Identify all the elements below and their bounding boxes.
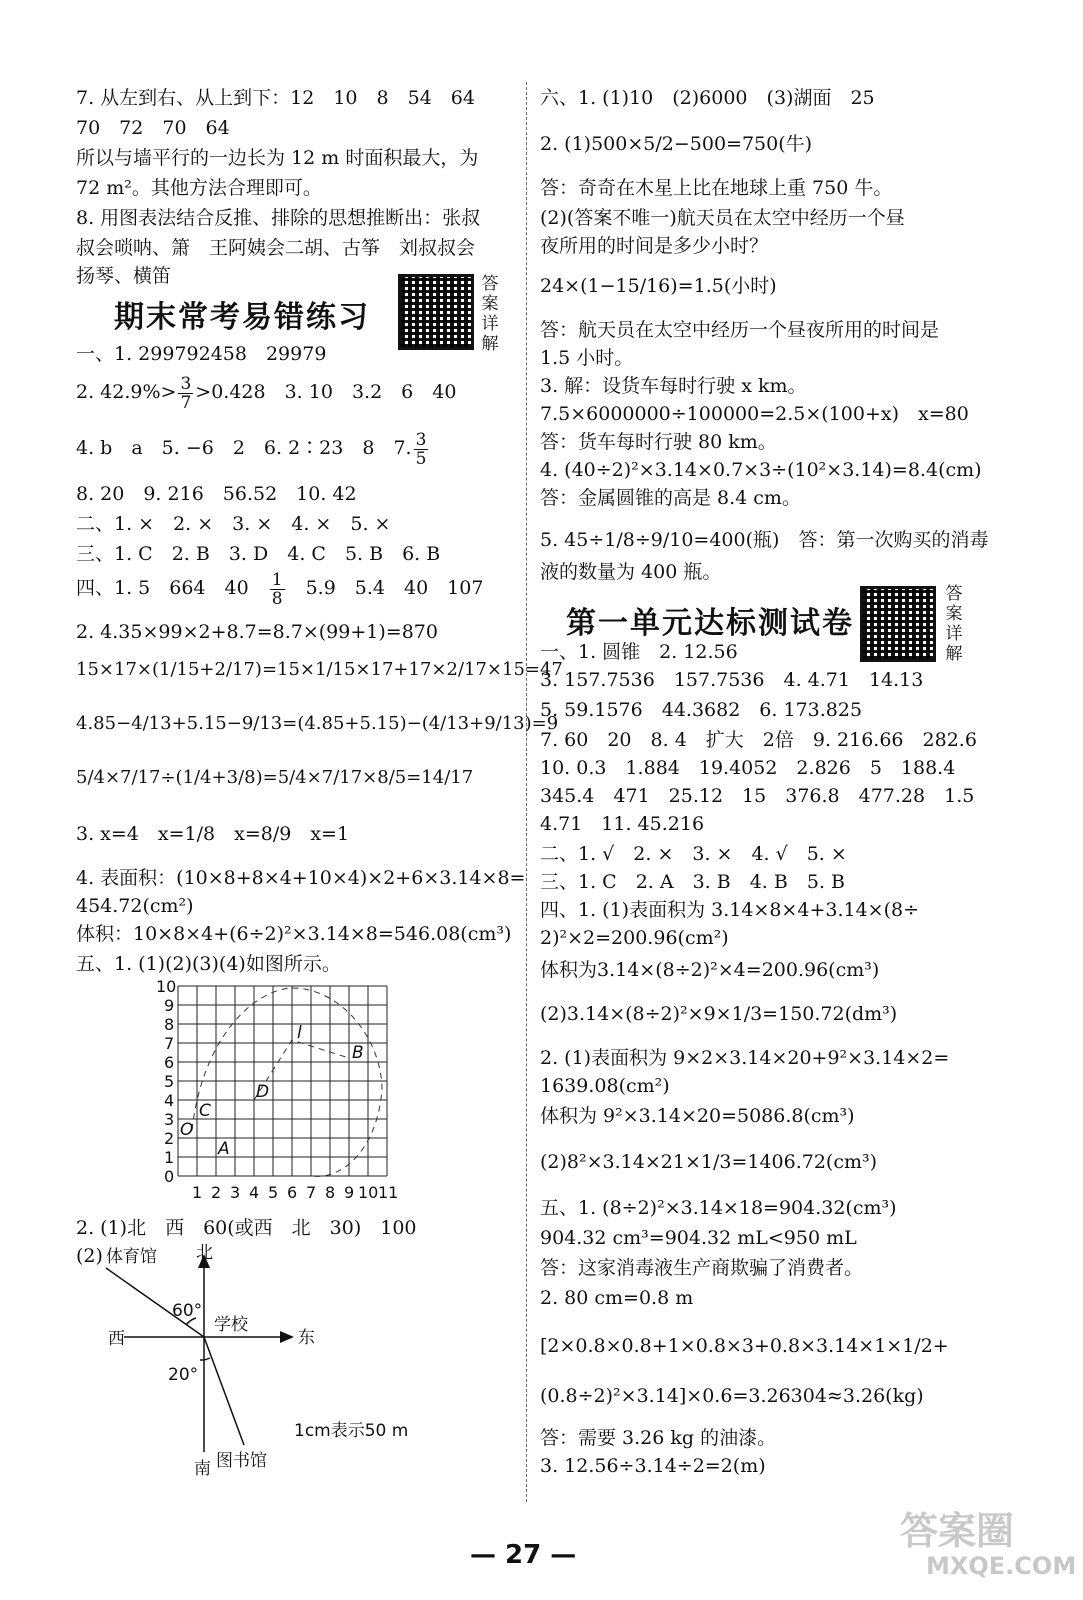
answer-line: 10. 0.3 1.884 19.4052 2.826 5 188.4 xyxy=(540,757,956,779)
answer-line: 体积为3.14×(8÷2)²×4=200.96(cm³) xyxy=(540,959,880,981)
answer-line: 2. 80 cm=0.8 m xyxy=(540,1287,694,1309)
answer-line: 答：这家消毒液生产商欺骗了消费者。 xyxy=(540,1257,864,1279)
answer-line: 2. 4.35×99×2+8.7=8.7×(99+1)=870 xyxy=(76,621,438,643)
answer-line: 答：金属圆锥的高是 8.4 cm。 xyxy=(540,487,801,509)
answer-line: 5. 59.1576 44.3682 6. 173.825 xyxy=(540,699,863,721)
answer-line: 五、1. (1)(2)(3)(4)如图所示。 xyxy=(76,953,341,975)
answer-line: 答：需要 3.26 kg 的油漆。 xyxy=(540,1427,777,1449)
answer-line: 70 72 70 64 xyxy=(76,117,230,139)
scale-label: 1cm表示50 m xyxy=(294,1421,409,1441)
answer-text: 2. 42.9%> xyxy=(76,381,177,403)
answer-line: 454.72(cm²) xyxy=(76,895,194,917)
answer-line: 液的数量为 400 瓶。 xyxy=(540,561,722,583)
answer-line: 体积：10×8×4+(6÷2)²×3.14×8=546.08(cm³) xyxy=(76,923,512,945)
answer-line xyxy=(76,372,456,412)
denominator: 7 xyxy=(180,392,192,413)
answer-line: 五、1. (8÷2)²×3.14×18=904.32(cm³) xyxy=(540,1197,897,1219)
answer-line: 5. 45÷1/8÷9/10=400(瓶) 答：第一次购买的消毒 xyxy=(540,529,989,551)
answer-line: 3. x=4 x=1/8 x=8/9 x=1 xyxy=(76,823,350,845)
answer-line: 3. 12.56÷3.14÷2=2(m) xyxy=(540,1455,766,1477)
answer-line: 2)²×2=200.96(cm²) xyxy=(540,927,729,949)
x-tick: 9 xyxy=(344,1183,355,1202)
answer-line: 夜所用的时间是多少小时？ xyxy=(540,235,769,257)
answer-line: 三、1. C 2. B 3. D 4. C 5. B 6. B xyxy=(76,543,441,565)
answer-line: (0.8÷2)²×3.14]×0.6=3.26304≈3.26(kg) xyxy=(540,1385,924,1407)
answer-line: 3. 解：设货车每时行驶 x km。 xyxy=(540,375,807,397)
y-tick: 9 xyxy=(164,996,175,1015)
answer-line: 5/4×7/17÷(1/4+3/8)=5/4×7/17×8/5=14/17 xyxy=(76,767,474,788)
answer-line: 4.85−4/13+5.15−9/13=(4.85+5.15)−(4/13+9/13)=9 xyxy=(76,713,559,734)
denominator: 5 xyxy=(415,448,427,469)
y-tick: 5 xyxy=(164,1072,175,1091)
answer-line: 答：奇奇在木星上比在地球上重 750 牛。 xyxy=(540,177,893,199)
answer-line: (2)(答案不唯一)航天员在太空中经历一个昼 xyxy=(540,207,905,229)
qr-code-icon[interactable] xyxy=(860,586,936,662)
answer-line: (2)8²×3.14×21×1/3=1406.72(cm³) xyxy=(540,1151,878,1173)
answer-line: (2)3.14×(8÷2)²×9×1/3=150.72(dm³) xyxy=(540,1003,898,1025)
answer-text: 5.9 5.4 40 107 xyxy=(305,577,484,599)
answer-line: 所以与墙平行的一边长为 12 m 时面积最大，为 xyxy=(76,147,479,169)
x-tick: 6 xyxy=(287,1183,298,1202)
y-tick: 6 xyxy=(164,1053,175,1072)
answer-text: 四、1. 5 664 40 xyxy=(76,577,249,599)
answer-line: 一、1. 圆锥 2. 12.56 xyxy=(540,641,738,663)
denominator: 8 xyxy=(271,588,283,609)
answer-line: 7. 从左到右、从上到下：12 10 8 54 64 xyxy=(76,87,475,109)
answer-line: 8. 20 9. 216 56.52 10. 42 xyxy=(76,483,357,505)
x-tick: 8 xyxy=(325,1183,336,1202)
compass-east: 东 xyxy=(298,1328,315,1348)
column-divider xyxy=(526,82,527,1502)
answer-line: 扬琴、横笛 xyxy=(76,265,172,287)
compass-south: 南 xyxy=(194,1459,211,1479)
direction-diagram xyxy=(76,1240,506,1480)
answer-line xyxy=(76,568,483,608)
grid-point-label: C xyxy=(199,1101,211,1121)
fraction xyxy=(178,375,193,412)
qr-label: 答案详解 xyxy=(481,274,499,354)
y-tick: 4 xyxy=(164,1091,175,1110)
y-tick: 10 xyxy=(156,980,177,996)
answer-line: 2. (1)北 西 60(或西 北 30) 100 xyxy=(76,1217,417,1239)
school-label: 学校 xyxy=(214,1315,248,1335)
x-tick: 7 xyxy=(306,1183,317,1202)
qr-code-icon[interactable] xyxy=(398,274,474,350)
answer-line: 二、1. √ 2. × 3. × 4. √ 5. × xyxy=(540,843,847,865)
x-tick: 4 xyxy=(249,1183,260,1202)
x-tick: 5 xyxy=(268,1183,279,1202)
y-tick: 2 xyxy=(164,1129,175,1148)
angle-label: 20° xyxy=(168,1365,199,1385)
numerator: 1 xyxy=(271,569,283,590)
grid-point-label: A xyxy=(218,1139,230,1159)
section-title: 第一单元达标测试卷 xyxy=(566,606,854,641)
answer-line: 三、1. C 2. A 3. B 4. B 5. B xyxy=(540,871,845,893)
answer-line: 15×17×(1/15+2/17)=15×1/15×17+17×2/17×15=47 xyxy=(76,659,563,680)
answer-line: (2) xyxy=(76,1245,103,1267)
coordinate-grid xyxy=(142,980,502,1210)
answer-line: 7. 60 20 8. 4 扩大 2倍 9. 216.66 282.6 xyxy=(540,729,977,751)
grid-point-label: B xyxy=(352,1043,364,1063)
answer-line: 8. 用图表法结合反推、排除的思想推断出：张叔 xyxy=(76,207,481,229)
numerator: 3 xyxy=(180,373,192,394)
grid-point-label: O xyxy=(180,1120,194,1140)
answer-line: 六、1. (1)10 (2)6000 (3)湖面 25 xyxy=(540,87,875,109)
numerator: 3 xyxy=(415,429,427,450)
grid-point-label: l xyxy=(297,1023,302,1043)
answer-line: 答：货车每时行驶 80 km。 xyxy=(540,431,777,453)
answer-line: 二、1. × 2. × 3. × 4. × 5. × xyxy=(76,513,391,535)
qr-label: 答案详解 xyxy=(945,584,963,664)
answer-line: 72 m²。其他方法合理即可。 xyxy=(76,177,322,199)
answer-line: 1.5 小时。 xyxy=(540,347,634,369)
answer-line: 345.4 471 25.12 15 376.8 477.28 1.5 xyxy=(540,785,975,807)
watermark-url: MXQE.COM xyxy=(926,1552,1077,1580)
answer-line: 一、1. 299792458 29979 xyxy=(76,343,327,365)
answer-line: 2. (1)500×5/2−500=750(牛) xyxy=(540,133,813,155)
angle-label: 60° xyxy=(172,1301,203,1321)
page-number: — 27 — xyxy=(470,1540,577,1570)
answer-line: 答：航天员在太空中经历一个昼夜所用的时间是 xyxy=(540,319,940,341)
answer-line: 体积为 9²×3.14×20=5086.8(cm³) xyxy=(540,1105,855,1127)
section-title: 期末常考易错练习 xyxy=(114,300,370,335)
answer-line: 4.71 11. 45.216 xyxy=(540,813,705,835)
watermark-logo: 答案圈 xyxy=(900,1509,1015,1553)
y-tick: 0 xyxy=(164,1167,175,1186)
fraction xyxy=(270,571,285,608)
answer-line: [2×0.8×0.8+1×0.8×3+0.8×3.14×1×1/2+ xyxy=(540,1335,949,1357)
answer-text: >0.428 3. 10 3.2 6 40 xyxy=(195,381,457,403)
x-tick: 11 xyxy=(378,1183,399,1202)
y-tick: 3 xyxy=(164,1110,175,1129)
answer-line: 24×(1−15/16)=1.5(小时) xyxy=(540,275,777,297)
answer-line xyxy=(76,428,430,468)
fraction xyxy=(414,431,429,468)
answer-line: 叔会唢呐、箫 王阿姨会二胡、古筝 刘叔叔会 xyxy=(76,237,476,259)
answer-line: 904.32 cm³=904.32 mL<950 mL xyxy=(540,1227,857,1249)
grid-point-label: D xyxy=(256,1082,270,1102)
y-tick: 8 xyxy=(164,1015,175,1034)
y-tick: 7 xyxy=(164,1034,175,1053)
compass-north: 北 xyxy=(196,1243,213,1263)
x-tick: 1 xyxy=(192,1183,203,1202)
x-tick: 2 xyxy=(211,1183,222,1202)
answer-line: 3. 157.7536 157.7536 4. 4.71 14.13 xyxy=(540,669,924,691)
answer-line: 7.5×6000000÷100000=2.5×(100+x) x=80 xyxy=(540,403,969,425)
x-tick: 3 xyxy=(230,1183,241,1202)
gym-label: 体育馆 xyxy=(106,1247,157,1267)
x-tick: 10 xyxy=(358,1183,379,1202)
answer-line: 4. (40÷2)²×3.14×0.7×3÷(10²×3.14)=8.4(cm) xyxy=(540,459,982,481)
y-tick: 1 xyxy=(164,1148,175,1167)
answer-line: 4. 表面积：(10×8+8×4+10×4)×2+6×3.14×8= xyxy=(76,867,526,889)
answer-line: 2. (1)表面积为 9×2×3.14×20+9²×3.14×2= xyxy=(540,1047,950,1069)
compass-west: 西 xyxy=(108,1329,125,1349)
answer-line: 四、1. (1)表面积为 3.14×8×4+3.14×(8÷ xyxy=(540,899,920,921)
library-label: 图书馆 xyxy=(216,1451,267,1471)
answer-line: 1639.08(cm²) xyxy=(540,1075,670,1097)
answer-text: 4. b a 5. −6 2 6. 2∶23 8 7. xyxy=(76,437,412,459)
